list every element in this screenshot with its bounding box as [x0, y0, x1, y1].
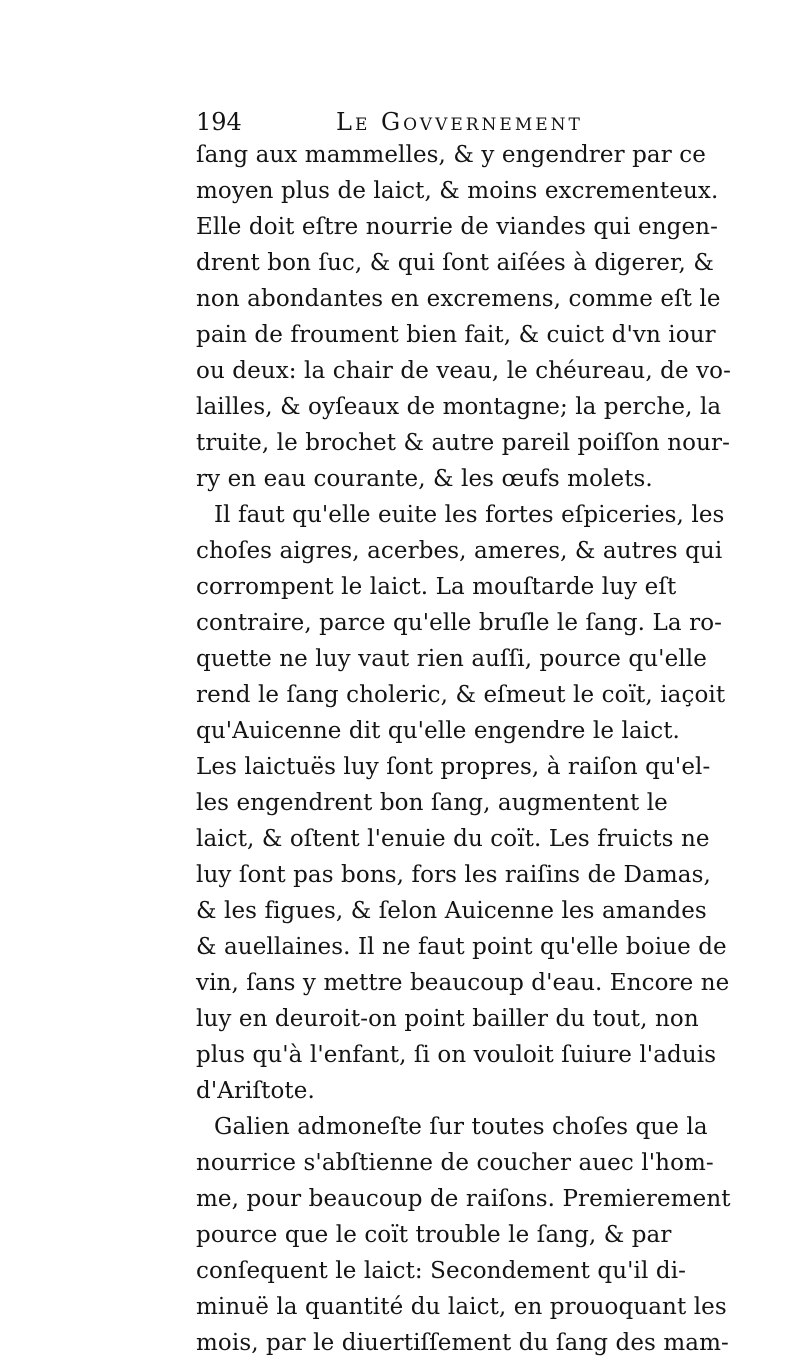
text-line: conſequent le laict: Secondement qu'il di- — [196, 1258, 687, 1284]
text-line: vin, ſans y mettre beaucoup d'eau. Encore ne — [196, 970, 730, 996]
text-line: plus qu'à l'enfant, ſi on vouloit ſuiure l'aduis — [196, 1042, 717, 1068]
text-line: d'Ariſtote. — [196, 1078, 315, 1104]
text-line: corrompent le laict. La mouſtarde luy eſt — [196, 574, 677, 600]
text-line: me, pour beaucoup de raiſons. Premierement — [196, 1186, 731, 1212]
text-line: ou deux: la chair de veau, le chéureau, de vo- — [196, 358, 732, 384]
text-line: nourrice s'abſtienne de coucher auec l'hom- — [196, 1150, 714, 1176]
text-line: & les figues, & ſelon Auicenne les amandes — [196, 898, 707, 924]
text-line: truite, le brochet & autre pareil poiſſon nour- — [196, 430, 730, 456]
page-number: 194 — [196, 108, 242, 136]
text-line: moyen plus de laict, & moins excrementeux. — [196, 178, 719, 204]
text-line: choſes aigres, acerbes, ameres, & autres qui — [196, 538, 723, 564]
text-line: qu'Auicenne dit qu'elle engendre le laict. — [196, 718, 680, 744]
text-line: drent bon ſuc, & qui ſont aiſées à digerer, & — [196, 250, 714, 276]
text-line: contraire, parce qu'elle bruſle le ſang. La ro- — [196, 610, 723, 636]
text-line: luy ſont pas bons, fors les raiſins de Damas, — [196, 862, 711, 888]
text-line: & auellaines. Il ne faut point qu'elle boiue de — [196, 934, 727, 960]
text-line: lailles, & oyſeaux de montagne; la perche, la — [196, 394, 722, 420]
text-line: Elle doit eſtre nourrie de viandes qui engen- — [196, 214, 718, 240]
text-line: ry en eau courante, & les œufs molets. — [196, 466, 653, 492]
text-line: Il faut qu'elle euite les fortes eſpiceries, les — [214, 502, 725, 528]
text-line: ſang aux mammelles, & y engendrer par ce — [196, 142, 706, 168]
text-line: mois, par le diuertiſſement du ſang des mam- — [196, 1330, 729, 1356]
text-line: non abondantes en excremens, comme eſt le — [196, 286, 721, 312]
text-line: Les laictuës luy ſont propres, à raiſon qu'el- — [196, 754, 711, 780]
text-line: pain de froument bien fait, & cuict d'vn iour — [196, 322, 716, 348]
text-line: Galien admoneſte ſur toutes choſes que la — [214, 1114, 708, 1140]
body-text — [196, 137, 732, 1361]
text-line: les engendrent bon ſang, augmentent le — [196, 790, 668, 816]
running-head: Le Govvernement — [336, 108, 583, 136]
text-line: pource que le coït trouble le ſang, & par — [196, 1222, 672, 1248]
page-header — [196, 102, 666, 142]
text-line: luy en deuroit-on point bailler du tout, non — [196, 1006, 699, 1032]
text-line: quette ne luy vaut rien auſſi, pource qu'elle — [196, 646, 707, 672]
text-line: rend le ſang choleric, & eſmeut le coït, iaçoit — [196, 682, 726, 708]
text-line: minuë la quantité du laict, en prouoquant les — [196, 1294, 727, 1320]
text-line: laict, & oſtent l'enuie du coït. Les fruicts ne — [196, 826, 710, 852]
